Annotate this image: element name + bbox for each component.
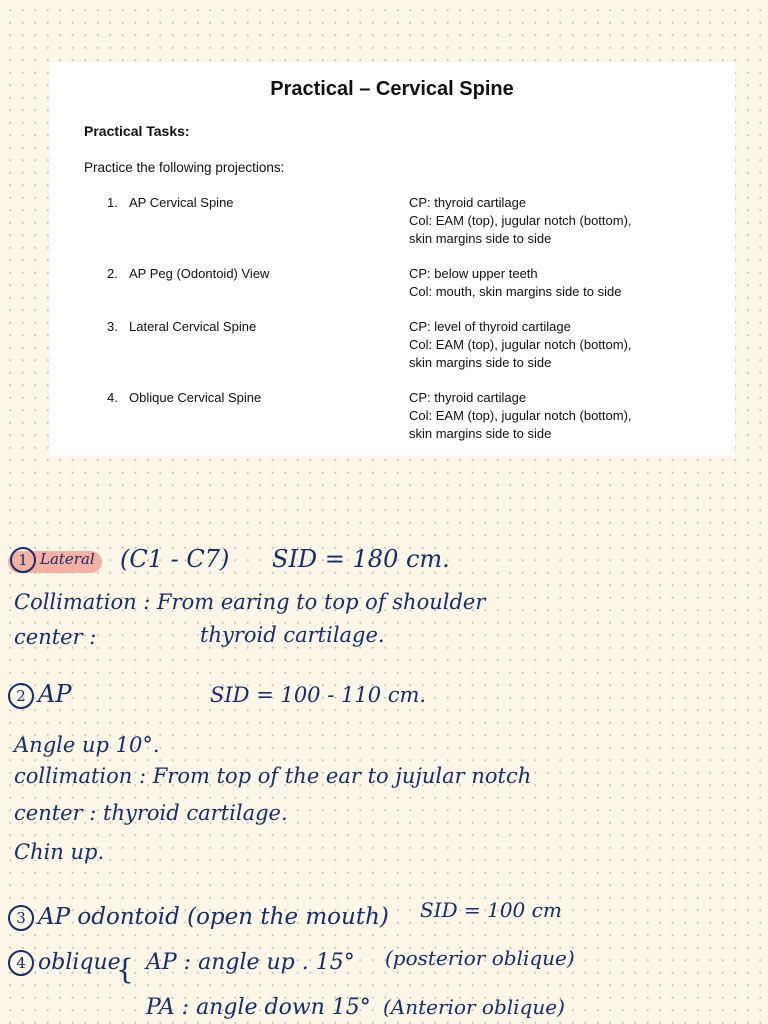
note-1-heading	[10, 547, 95, 573]
note-1-range: (C1 - C7)	[120, 545, 230, 573]
note-2-center: center : thyroid cartilage.	[14, 801, 288, 825]
detail-line: CP: thyroid cartilage	[409, 195, 527, 210]
note-4-pa-note: (Anterior oblique)	[383, 995, 565, 1019]
detail-line: Col: EAM (top), jugular notch (bottom),	[409, 213, 632, 228]
projection-name: Oblique Cervical Spine	[129, 390, 262, 405]
note-4-ap-note: (posterior oblique)	[385, 946, 575, 970]
detail-line: CP: below upper teeth	[409, 266, 538, 281]
note-3-heading	[8, 904, 389, 931]
circled-number: 3	[8, 905, 34, 931]
detail-line: Col: EAM (top), jugular notch (bottom),	[409, 337, 632, 352]
note-label: oblique	[38, 950, 121, 975]
projection-name: Lateral Cervical Spine	[129, 319, 257, 334]
intro-text: Practice the following projections:	[84, 160, 285, 175]
projection-name: AP Peg (Odontoid) View	[129, 266, 270, 281]
note-4-ap: AP : angle up . 15°	[146, 950, 355, 975]
note-1-center-value: thyroid cartilage.	[200, 623, 385, 647]
note-2-angle: Angle up 10°.	[14, 733, 160, 757]
note-text: AP odontoid (open the mouth)	[38, 904, 389, 930]
projection-name: AP Cervical Spine	[129, 195, 234, 210]
note-2-collimation: collimation : From top of the ear to jujular notch	[14, 764, 532, 788]
note-3-sid: SID = 100 cm	[420, 898, 562, 922]
tasks-heading: Practical Tasks:	[84, 123, 190, 139]
page-title: Practical – Cervical Spine	[270, 78, 514, 100]
detail-line: skin margins side to side	[409, 231, 552, 246]
projection-number: 4.	[107, 390, 118, 405]
projection-number: 2.	[107, 266, 118, 281]
note-2-sid: SID = 100 - 110 cm.	[210, 683, 427, 707]
detail-line: Col: mouth, skin margins side to side	[409, 284, 622, 299]
detail-line: CP: level of thyroid cartilage	[409, 319, 571, 334]
note-1-sid: SID = 180 cm.	[272, 545, 450, 573]
projection-number: 1.	[107, 195, 118, 210]
brace-mark: {	[116, 953, 134, 986]
note-4-heading	[8, 950, 121, 976]
note-2-chin: Chin up.	[14, 840, 105, 864]
note-1-center-label: center :	[14, 625, 97, 649]
detail-line: skin margins side to side	[409, 355, 552, 370]
detail-line: skin margins side to side	[409, 426, 552, 441]
note-2-heading	[8, 680, 71, 709]
note-4-pa: PA : angle down 15°	[146, 995, 371, 1020]
note-label: Lateral	[40, 550, 95, 568]
circled-number: 1	[10, 547, 36, 573]
detail-line: CP: thyroid cartilage	[409, 390, 527, 405]
projection-number: 3.	[107, 319, 118, 334]
note-1-collimation: Collimation : From earing to top of shoulder	[14, 590, 486, 614]
note-label: AP	[38, 680, 72, 708]
detail-line: Col: EAM (top), jugular notch (bottom),	[409, 408, 632, 423]
circled-number: 2	[8, 683, 34, 709]
circled-number: 4	[8, 950, 34, 976]
